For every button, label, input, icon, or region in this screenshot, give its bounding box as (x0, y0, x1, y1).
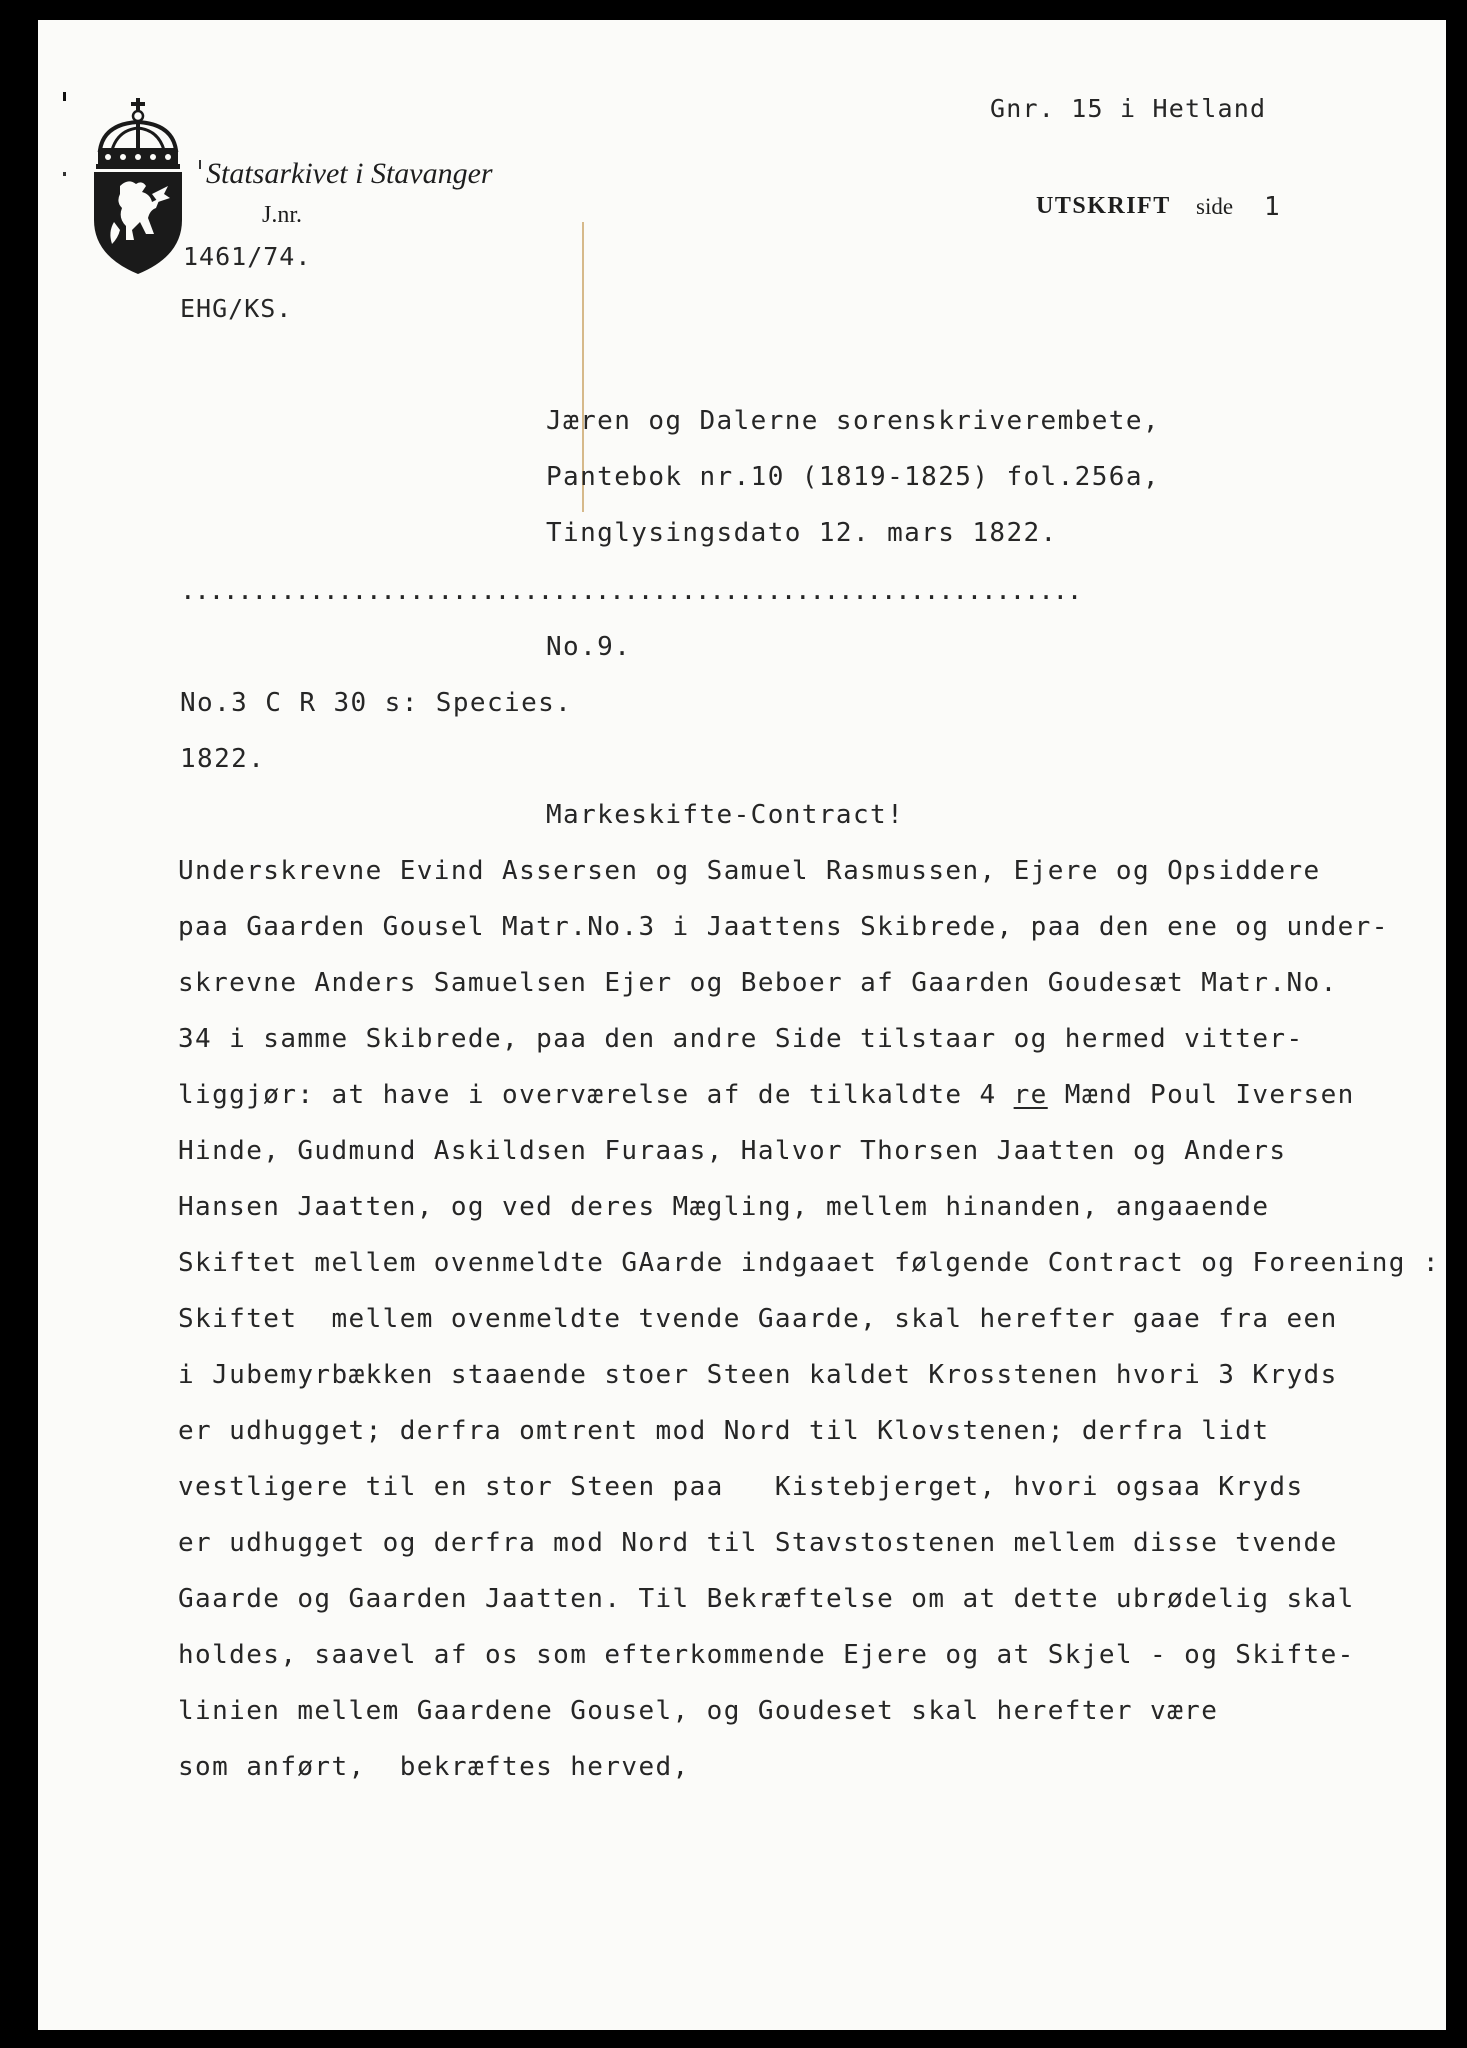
body-line: Gaarde og Gaarden Jaatten. Til Bekræftelse om at dette ubrødelig skal (178, 1584, 1355, 1614)
body-line: vestligere til en stor Steen paa Kistebjerget, hvori ogsaa Kryds (178, 1472, 1304, 1502)
margin-mark (199, 160, 201, 169)
entry-number: No.9. (546, 632, 632, 662)
body-line: Underskrevne Evind Assersen og Samuel Rasmussen, Ejere og Opsiddere (178, 856, 1321, 886)
journal-number: 1461/74. (183, 242, 312, 271)
body-line: Hansen Jaatten, og ved deres Mægling, mellem hinanden, angaaende (178, 1192, 1270, 1222)
body-line: linien mellem Gaardene Gousel, og Goudeset skal herefter være (178, 1696, 1219, 1726)
underlined-superscript: re (1013, 1080, 1048, 1110)
body-line: som anført, bekræftes herved, (178, 1752, 690, 1782)
body-line: holdes, saavel af os som efterkommende Ejere og at Skjel - og Skifte- (178, 1640, 1355, 1670)
document-title: Markeskifte-Contract! (546, 800, 905, 830)
utskrift-label: UTSKRIFT (1036, 193, 1171, 219)
body-line: Skiftet mellem ovenmeldte tvende Gaarde, skal herefter gaae fra een (178, 1304, 1338, 1334)
dotted-separator: ............................................................... (180, 576, 1082, 606)
body-line: skrevne Anders Samuelsen Ejer og Beboer af Gaarden Goudesæt Matr.No. (178, 968, 1338, 998)
body-line: paa Gaarden Gousel Matr.No.3 i Jaattens Skibrede, paa den ene og under- (178, 912, 1389, 942)
body-line-part: Mænd Poul Iversen (1047, 1080, 1355, 1110)
body-line (178, 1080, 1355, 1110)
source-line: Pantebok nr.10 (1819-1825) fol.256a, (546, 462, 1160, 492)
body-line: 34 i samme Skibrede, paa den andre Side tilstaar og hermed vitter- (178, 1024, 1304, 1054)
entry-reference: No.3 C R 30 s: Species. (180, 688, 573, 718)
source-line: Tinglysingsdato 12. mars 1822. (546, 518, 1058, 548)
entry-year: 1822. (180, 744, 266, 774)
body-line: i Jubemyrbækken staaende stoer Steen kaldet Krosstenen hvori 3 Kryds (178, 1360, 1338, 1390)
body-line: Hinde, Gudmund Askildsen Furaas, Halvor Thorsen Jaatten og Anders (178, 1136, 1287, 1166)
source-line: Jæren og Dalerne sorenskriverembete, (546, 406, 1160, 436)
jnr-label: J.nr. (262, 202, 303, 228)
body-line: er udhugget og derfra mod Nord til Stavstostenen mellem disse tvende (178, 1528, 1338, 1558)
coat-of-arms-icon (90, 98, 186, 276)
body-line-part: liggjør: at have i overværelse af de tilkaldte 4 (178, 1080, 1014, 1110)
side-label: side (1196, 194, 1234, 219)
body-line: er udhugget; derfra omtrent mod Nord til Klovstenen; derfra lidt (178, 1416, 1270, 1446)
margin-mark (63, 92, 66, 101)
archive-name: Statsarkivet i Stavanger (206, 157, 493, 190)
farm-reference: Gnr. 15 i Hetland (990, 94, 1267, 123)
initials: EHG/KS. (180, 294, 293, 323)
page-number: 1 (1264, 192, 1280, 222)
margin-mark (63, 172, 66, 176)
body-line: Skiftet mellem ovenmeldte GAarde indgaaet følgende Contract og Foreening : (178, 1248, 1440, 1278)
